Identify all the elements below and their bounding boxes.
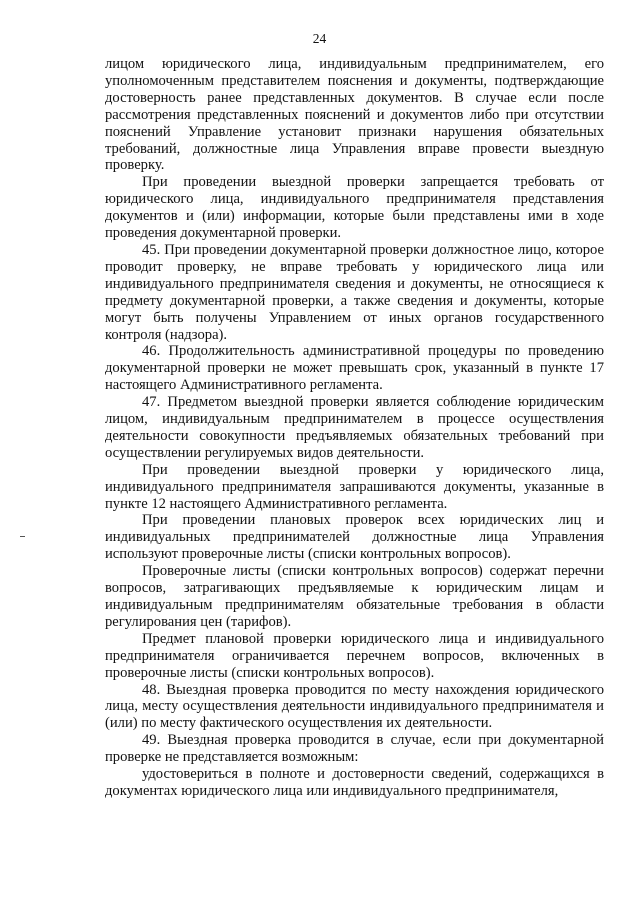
paragraph-45: 45. При проведении документарной проверки должностное лицо, которое проводит проверку, не вправе требовать у юридического лица или индивидуального предпринимателя сведения и документы, не относящиеся к предмету документарной проверки, а также сведения и документы, которые могут быть получены Управлением от иных органов государственного контроля (надзора). (105, 241, 604, 343)
paragraph-49: 49. Выездная проверка проводится в случае, если при документарной проверке не представляется возможным: (105, 732, 604, 766)
paragraph: При проведении выездной проверки запрещается требовать от юридического лица, индивидуального предпринимателя представления документов и (или) информации, которые были представлены ими в ходе проведения документарной проверки. (105, 174, 604, 242)
paragraph-continuation: лицом юридического лица, индивидуальным предпринимателем, его уполномоченным представителем пояснения и документы, подтверждающие достоверность ранее представленных документов. В случае если после рассмотрения представленных пояснений и документов либо при отсутствии пояснений Управление установит признаки нарушения обязательных требований, должностные лица Управления вправе провести выездную проверку. (105, 56, 604, 174)
paragraph: удостовериться в полноте и достоверности сведений, содержащихся в документах юридического лица или индивидуального предпринимателя, (105, 766, 604, 799)
paragraph-48: 48. Выездная проверка проводится по месту нахождения юридического лица, месту осуществления деятельности индивидуального предпринимателя и (или) по месту фактического осуществления их деятельности. (105, 681, 604, 732)
paragraph-46: 46. Продолжительность административной процедуры по проведению документарной проверки не может превышать срок, указанный в пункте 17 настоящего Административного регламента. (105, 343, 604, 394)
page-number: 24 (312, 31, 327, 46)
margin-mark (20, 536, 25, 537)
paragraph: Предмет плановой проверки юридического лица и индивидуального предпринимателя ограничивается перечнем вопросов, включенных в проверочные листы (списки контрольных вопросов). (105, 630, 604, 681)
paragraph: Проверочные листы (списки контрольных вопросов) содержат перечни вопросов, затрагивающих предъявляемые к юридическим лицам и индивидуальным предпринимателям обязательные требования в области регулирования цен (тарифов). (105, 563, 604, 630)
document-body (105, 56, 604, 800)
paragraph-47: 47. Предметом выездной проверки является соблюдение юридическим лицом, индивидуальным предпринимателем в процессе осуществления деятельности совокупности предъявляемых обязательных требований при осуществлении регулируемых видов деятельности. (105, 394, 604, 461)
paragraph: При проведении плановых проверок всех юридических лиц и индивидуальных предпринимателей должностные лица Управления используют проверочные листы (списки контрольных вопросов). (105, 512, 604, 563)
paragraph: При проведении выездной проверки у юридического лица, индивидуального предпринимателя запрашиваются документы, указанные в пункте 12 настоящего Административного регламента. (105, 461, 604, 512)
